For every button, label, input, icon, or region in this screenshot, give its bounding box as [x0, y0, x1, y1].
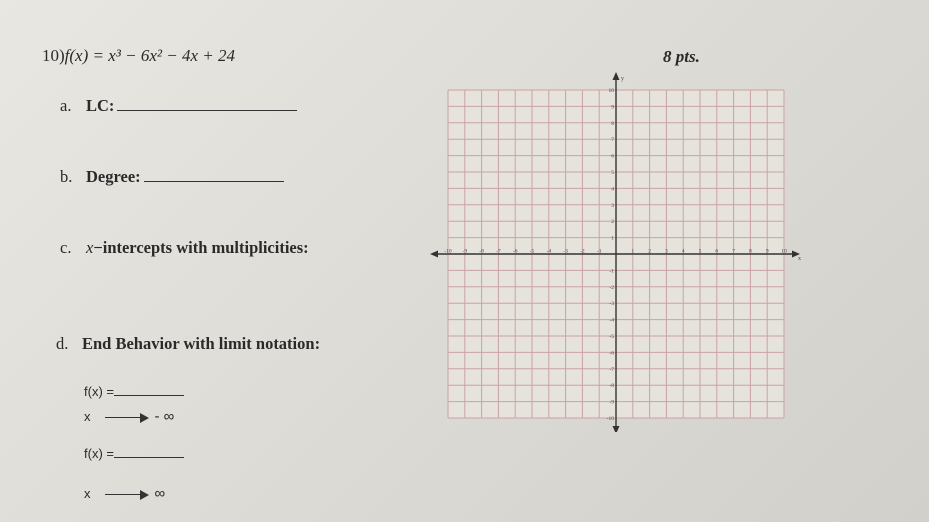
y-tick-label: 10 — [608, 88, 614, 94]
points-label: 8 pts. — [663, 47, 700, 66]
problem-header — [42, 46, 235, 66]
y-tick-label: -4 — [609, 317, 614, 324]
coordinate-grid[interactable] — [430, 72, 805, 432]
degree-answer-blank[interactable] — [144, 167, 284, 182]
x-tick-label: 9 — [765, 248, 769, 255]
question-c-letter: c. — [60, 238, 72, 257]
question-a — [60, 96, 297, 116]
y-axis-label: y — [621, 76, 624, 82]
question-b-label: Degree: — [86, 167, 141, 186]
x-tick-label: -8 — [479, 248, 484, 255]
y-tick-label: -7 — [609, 366, 614, 373]
right-arrow-icon — [105, 490, 149, 500]
y-tick-label: -6 — [609, 350, 614, 357]
question-d-label: End Behavior with limit notation: — [82, 334, 321, 353]
right-arrow-icon — [105, 413, 149, 423]
y-tick-label: 6 — [611, 153, 614, 160]
x-tick-label: -9 — [462, 248, 468, 255]
y-tick-label: 4 — [611, 186, 614, 193]
y-tick-label: -5 — [609, 334, 614, 340]
x-tick-label: -5 — [529, 248, 535, 255]
question-c-var: x — [86, 238, 94, 257]
question-d-letter: d. — [56, 334, 69, 353]
question-a-label: LC: — [86, 96, 115, 115]
y-tick-label: 1 — [611, 235, 614, 242]
end-behavior-neg-x — [84, 408, 174, 425]
y-tick-label: -3 — [609, 301, 614, 308]
y-tick-label: -8 — [609, 383, 614, 390]
end-behavior-neg-fx — [84, 383, 184, 399]
x-tick-label: -1 — [596, 248, 602, 255]
y-tick-label: 3 — [611, 202, 614, 209]
x-tick-label: -6 — [512, 248, 518, 255]
x-tick-label: 10 — [781, 248, 787, 255]
y-tick-label: 5 — [611, 170, 614, 176]
x-tick-label: -4 — [546, 248, 552, 255]
question-a-letter: a. — [60, 96, 72, 115]
y-tick-label: -2 — [609, 284, 614, 291]
neg-limit-answer-blank[interactable] — [114, 383, 184, 396]
problem-number: 10) — [42, 46, 65, 65]
neg-infinity-target: - ∞ — [154, 408, 175, 425]
x-tick-label: -3 — [563, 248, 568, 255]
y-tick-label: 2 — [611, 219, 614, 226]
x-tick-label: 3 — [665, 248, 668, 255]
x-tick-label: 5 — [698, 248, 702, 255]
x-tick-label: 4 — [681, 248, 685, 255]
x-tick-label: -7 — [496, 248, 501, 255]
x-tick-label: -2 — [580, 248, 585, 255]
y-axis-arrow-up — [613, 72, 620, 80]
x-axis-arrow-left — [430, 251, 438, 258]
question-d — [56, 334, 320, 354]
y-axis-arrow-down — [613, 426, 620, 432]
x-tick-label: 1 — [631, 248, 635, 255]
x-tick-label: 8 — [749, 248, 752, 255]
end-behavior-pos-x — [84, 485, 165, 502]
pos-infinity-target: ∞ — [154, 485, 166, 502]
y-tick-label: 7 — [611, 137, 614, 144]
question-b-letter: b. — [60, 167, 73, 186]
x-axis-label: x — [798, 256, 801, 262]
question-c — [60, 238, 309, 258]
pos-limit-answer-blank[interactable] — [114, 445, 184, 458]
x-tick-label: 7 — [732, 248, 735, 255]
x-tick-label: 6 — [715, 248, 719, 255]
fx-label-pos: f(x) = — [84, 446, 114, 461]
problem-function: f(x) = x³ − 6x² − 4x + 24 — [64, 46, 235, 65]
y-tick-label: 8 — [611, 120, 614, 127]
y-tick-label: -1 — [609, 268, 614, 275]
x-tick-label: 2 — [648, 248, 651, 255]
x-tick-label: -10 — [444, 248, 452, 255]
question-c-label: −intercepts with multiplicities: — [93, 238, 309, 257]
y-tick-label: 9 — [611, 104, 614, 111]
x-label-neg: x — [84, 409, 91, 424]
fx-label-neg: f(x) = — [84, 384, 114, 399]
lc-answer-blank[interactable] — [117, 96, 297, 111]
x-label-pos: x — [84, 486, 91, 501]
end-behavior-pos-fx — [84, 445, 184, 461]
question-b — [60, 167, 284, 187]
y-tick-label: -9 — [609, 399, 614, 406]
y-tick-label: -10 — [606, 416, 614, 422]
